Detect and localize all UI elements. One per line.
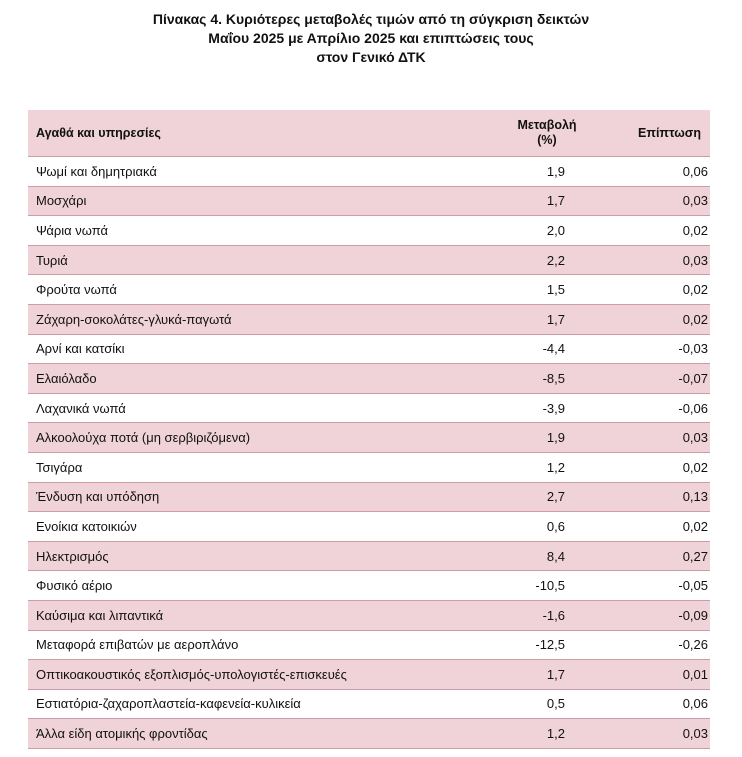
header-item: Αγαθά και υπηρεσίες <box>36 126 161 140</box>
table-row <box>28 216 710 246</box>
row-impact-cell: -0,07 <box>678 370 708 386</box>
table-row <box>28 275 710 305</box>
row-item-cell: Ένδυση και υπόδηση <box>36 489 160 505</box>
row-item-cell: Ηλεκτρισμός <box>36 548 109 564</box>
row-change-cell: 1,7 <box>546 666 565 682</box>
table-title <box>0 10 742 67</box>
row-impact-cell: -0,05 <box>678 578 708 594</box>
row-impact-cell: 0,03 <box>682 726 708 742</box>
header-change-line2: (%) <box>537 133 557 147</box>
row-impact-cell: 0,27 <box>682 548 708 564</box>
row-impact-cell: 0,03 <box>682 252 708 268</box>
title-line-2: Μαΐου 2025 με Απρίλιο 2025 και επιπτώσεις τους <box>208 30 534 46</box>
row-item-cell: Τσιγάρα <box>36 459 83 475</box>
row-impact-cell: 0,02 <box>682 282 708 298</box>
row-item-cell: Εστιατόρια-ζαχαροπλαστεία-καφενεία-κυλικεία <box>36 696 301 712</box>
table-row <box>28 305 710 335</box>
table-row <box>28 246 710 276</box>
row-change-cell: 1,7 <box>546 193 565 209</box>
row-change-cell: -10,5 <box>535 578 565 594</box>
table-row <box>28 660 710 690</box>
header-impact: Επίπτωση <box>638 126 701 140</box>
row-change-cell: -12,5 <box>535 637 565 653</box>
row-impact-cell: -0,09 <box>678 607 708 623</box>
title-line-1: Πίνακας 4. Κυριότερες μεταβολές τιμών από τη σύγκριση δεικτών <box>152 11 590 27</box>
title-line-3: στον Γενικό ΔΤΚ <box>316 49 426 65</box>
row-change-cell: 0,5 <box>546 696 565 712</box>
table-row <box>28 187 710 217</box>
table-row <box>28 423 710 453</box>
table-row <box>28 483 710 513</box>
row-item-cell: Ψωμί και δημητριακά <box>36 163 157 179</box>
row-item-cell: Οπτικοακουστικός εξοπλισμός-υπολογιστές-επισκευές <box>36 666 347 682</box>
table-row <box>28 631 710 661</box>
row-impact-cell: 0,01 <box>682 666 708 682</box>
row-impact-cell: 0,13 <box>682 489 708 505</box>
row-item-cell: Τυριά <box>36 252 68 268</box>
table-row <box>28 601 710 631</box>
table-header-row <box>28 110 710 157</box>
row-item-cell: Αλκοολούχα ποτά (μη σερβιριζόμενα) <box>36 430 251 446</box>
row-item-cell: Μεταφορά επιβατών με αεροπλάνο <box>36 637 239 653</box>
row-item-cell: Άλλα είδη ατομικής φροντίδας <box>36 726 208 742</box>
table-row <box>28 690 710 720</box>
table-row <box>28 719 710 749</box>
table-row <box>28 512 710 542</box>
row-impact-cell: 0,06 <box>682 163 708 179</box>
row-change-cell: 1,9 <box>546 163 565 179</box>
row-change-cell: 2,7 <box>546 489 565 505</box>
row-change-cell: -1,6 <box>542 607 565 623</box>
row-change-cell: 8,4 <box>546 548 565 564</box>
row-change-cell: -3,9 <box>542 400 565 416</box>
header-change <box>453 110 611 156</box>
row-change-cell: 1,9 <box>546 430 565 446</box>
row-item-cell: Ενοίκια κατοικιών <box>36 518 137 534</box>
table-body <box>28 157 710 749</box>
row-impact-cell: 0,03 <box>682 193 708 209</box>
row-impact-cell: -0,03 <box>678 341 708 357</box>
row-change-cell: -8,5 <box>542 370 565 386</box>
row-item-cell: Καύσιμα και λιπαντικά <box>36 607 164 623</box>
row-change-cell: 1,5 <box>546 282 565 298</box>
table-row <box>28 364 710 394</box>
row-change-cell: 0,6 <box>546 518 565 534</box>
row-item-cell: Αρνί και κατσίκι <box>36 341 125 357</box>
row-change-cell: 2,0 <box>546 222 565 238</box>
row-impact-cell: -0,06 <box>678 400 708 416</box>
table-row <box>28 157 710 187</box>
table-row <box>28 571 710 601</box>
price-changes-table <box>28 110 710 749</box>
row-item-cell: Φρούτα νωπά <box>36 282 117 298</box>
row-item-cell: Ψάρια νωπά <box>36 222 109 238</box>
row-impact-cell: -0,26 <box>678 637 708 653</box>
table-row <box>28 394 710 424</box>
row-change-cell: 2,2 <box>546 252 565 268</box>
row-impact-cell: 0,02 <box>682 311 708 327</box>
table-row <box>28 453 710 483</box>
row-item-cell: Ελαιόλαδο <box>36 370 97 386</box>
row-impact-cell: 0,02 <box>682 459 708 475</box>
row-change-cell: 1,2 <box>546 459 565 475</box>
header-change-line1: Μεταβολή <box>517 118 577 132</box>
table-row <box>28 335 710 365</box>
row-impact-cell: 0,02 <box>682 222 708 238</box>
row-change-cell: 1,2 <box>546 726 565 742</box>
table-row <box>28 542 710 572</box>
row-item-cell: Λαχανικά νωπά <box>36 400 126 416</box>
row-impact-cell: 0,03 <box>682 430 708 446</box>
row-impact-cell: 0,06 <box>682 696 708 712</box>
row-change-cell: -4,4 <box>542 341 565 357</box>
row-item-cell: Ζάχαρη-σοκολάτες-γλυκά-παγωτά <box>36 311 232 327</box>
row-change-cell: 1,7 <box>546 311 565 327</box>
row-item-cell: Φυσικό αέριο <box>36 578 113 594</box>
row-item-cell: Μοσχάρι <box>36 193 87 209</box>
row-impact-cell: 0,02 <box>682 518 708 534</box>
